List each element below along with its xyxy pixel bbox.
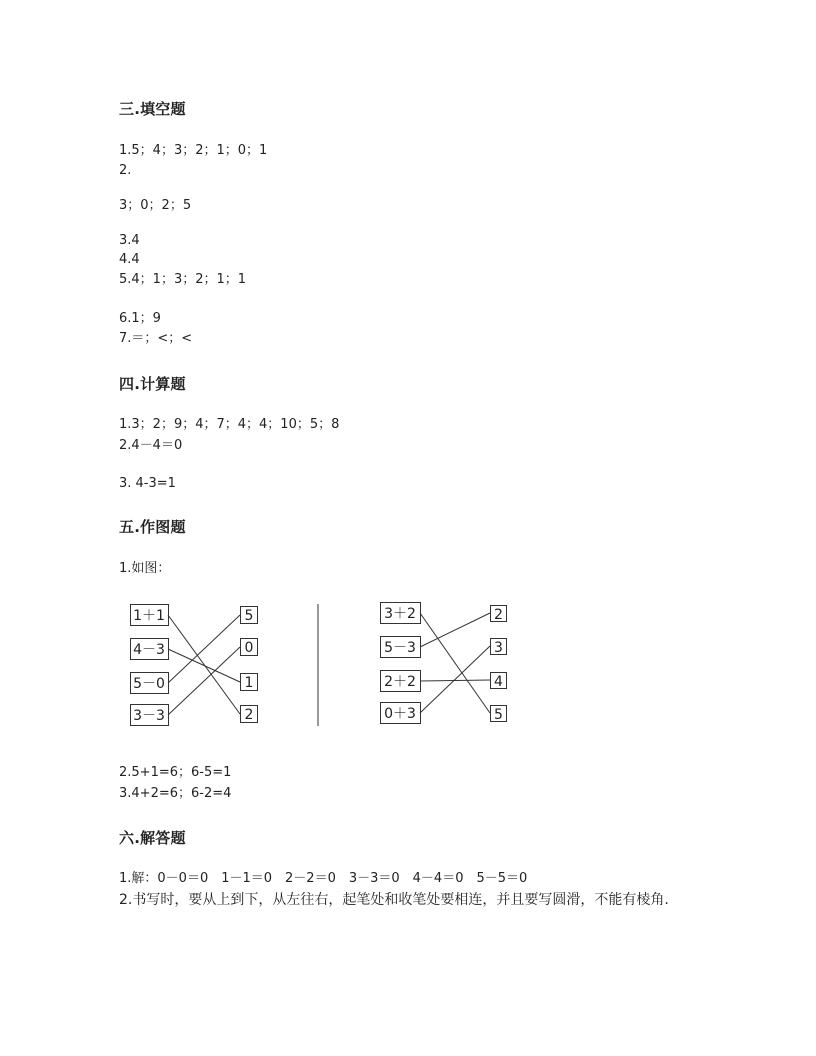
- matching-diagram: [118, 598, 518, 733]
- answer-label: 0: [244, 640, 254, 656]
- answer-label: 3: [494, 640, 503, 656]
- answer-line: 3.4: [119, 233, 140, 248]
- section-heading-calculation: 四.计算题: [119, 375, 186, 393]
- answer-line: 3.4+2=6；6-2=4: [119, 786, 232, 801]
- answer-label: 1: [244, 675, 254, 691]
- answer-label: 5: [244, 608, 254, 624]
- answer-line: 3. 4-3=1: [119, 476, 176, 491]
- expression-label: 1＋1: [133, 608, 165, 624]
- expression-label: 5－0: [133, 676, 165, 692]
- answer-line: 1.如图：: [119, 561, 171, 576]
- match-line: [168, 615, 240, 714]
- match-line: [168, 647, 240, 715]
- answer-label: 2: [244, 707, 254, 723]
- answer-label: 2: [494, 607, 503, 623]
- answer-label: 4: [494, 674, 503, 690]
- answer-line: 1.5；4；3；2；1；0；1: [119, 143, 268, 158]
- expression-label: 5－3: [384, 640, 416, 656]
- answer-line: 1.解：0－0＝0 1－1＝0 2－2＝0 3－3＝0 4－4＝0 5－5＝0: [119, 871, 528, 886]
- section-heading-word-problems: 六.解答题: [119, 829, 186, 847]
- answer-paragraph: 2.书写时，要从上到下，从左往右，起笔处和收笔处要相连，并且要写圆滑，不能有棱角.: [119, 892, 669, 908]
- match-line: [420, 613, 490, 713]
- answer-line: 1.3；2；9；4；7；4；4；10；5；8: [119, 417, 340, 432]
- answer-line: 2.5+1=6；6-5=1: [119, 765, 232, 780]
- expression-label: 4－3: [133, 642, 165, 658]
- answer-line: 5.4；1；3；2；1；1: [119, 272, 247, 287]
- section-heading-drawing: 五.作图题: [119, 518, 186, 536]
- match-line: [420, 613, 490, 647]
- answer-line: 3；0；2；5: [119, 198, 192, 213]
- match-line: [168, 615, 240, 683]
- expression-label: 3－3: [133, 708, 165, 724]
- expression-label: 2＋2: [384, 674, 416, 690]
- answer-label: 5: [494, 707, 503, 723]
- match-line: [168, 649, 240, 682]
- answer-line: 6.1；9: [119, 311, 161, 326]
- answer-line: 2.: [119, 163, 132, 178]
- matching-figure: [118, 598, 518, 733]
- answer-line: 2.4－4＝0: [119, 438, 183, 453]
- match-line: [420, 646, 490, 713]
- answer-line: 7.＝；<；<: [119, 331, 193, 346]
- section-heading-fill-blank: 三.填空题: [119, 100, 186, 118]
- expression-label: 0＋3: [384, 706, 416, 722]
- expression-label: 3＋2: [384, 606, 416, 622]
- answer-line: 4.4: [119, 252, 140, 267]
